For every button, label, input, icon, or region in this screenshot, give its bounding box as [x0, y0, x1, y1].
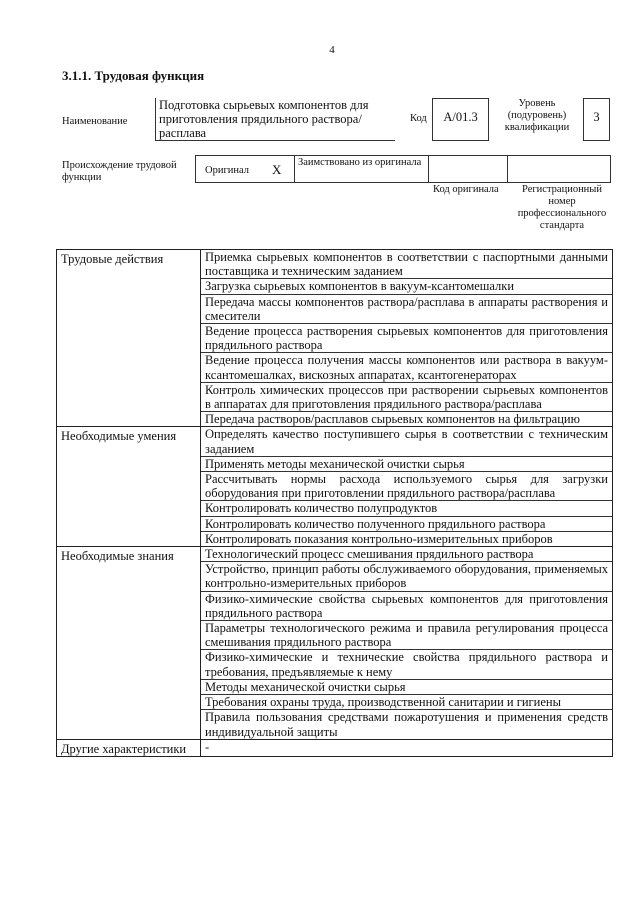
list-item: Ведение процесса растворения сырьевых компонентов для приготовления прядильного раствора [201, 324, 612, 353]
original-label: Оригинал [205, 165, 249, 176]
list-item: Контроль химических процессов при растворении сырьевых компонентов в аппаратах для приготовления прядильного раствора/расплава [201, 383, 612, 412]
row-items [201, 427, 613, 547]
list-item: Устройство, принцип работы обслуживаемого оборудования, применяемых контрольно-измерительных приборов [201, 562, 612, 591]
divider [294, 155, 295, 183]
list-item: Контролировать количество полупродуктов [201, 501, 612, 516]
borrowed-label: Заимствовано из оригинала [298, 157, 422, 168]
list-item: Передача растворов/расплавов сырьевых компонентов на фильтрацию [205, 412, 580, 427]
origin-label: Происхождение трудовой функции [62, 160, 177, 183]
list-item: Правила пользования средствами пожаротушения и применения средств индивидуальной защиты [205, 710, 608, 739]
table-row [57, 547, 613, 740]
row-items [201, 739, 613, 756]
row-category: Трудовые действия [57, 250, 201, 427]
divider [428, 155, 429, 183]
code-label: Код [410, 113, 427, 124]
list-item: Физико-химические и технические свойства прядильного раствора и требования, предъявляемые к нему [201, 650, 612, 679]
original-mark: X [272, 162, 282, 177]
list-item: Применять методы механической очистки сырья [201, 457, 612, 472]
function-name: Подготовка сырьевых компонентов для приготовления прядильного раствора/расплава [159, 98, 369, 140]
list-item: Передача массы компонентов раствора/расплава в аппараты растворения и смесители [201, 295, 612, 324]
list-item: Рассчитывать нормы расхода используемого сырья для загрузки оборудования при приготовлении прядильного раствора/расплава [201, 472, 612, 501]
level-label: Уровень (подуровень) квалификации [504, 98, 570, 133]
list-item: Загрузка сырьевых компонентов в вакуум-ксантомешалки [201, 279, 612, 294]
list-item: Контролировать количество полученного прядильного раствора [201, 517, 612, 532]
name-label: Наименование [62, 116, 128, 127]
page-number: 4 [329, 44, 335, 56]
list-item: Физико-химические свойства сырьевых компонентов для приготовления прядильного раствора [201, 592, 612, 621]
code-original-label: Код оригинала [433, 184, 499, 195]
list-item: Параметры технологического режима и правила регулирования процесса смешивания прядильного раствора [201, 621, 612, 650]
list-item: Методы механической очистки сырья [201, 680, 612, 695]
list-item: Ведение процесса получения массы компонентов или раствора в вакуум-ксантомешалках, вискозных аппаратах, ксантогенераторах [201, 353, 612, 382]
level-value: 3 [593, 110, 600, 124]
table-row [57, 427, 613, 547]
list-item: Приемка сырьевых компонентов в соответствии с паспортными данными поставщика и техническим заданием [201, 250, 612, 279]
section-title: 3.1.1. Трудовая функция [62, 68, 205, 83]
table-row [57, 739, 613, 756]
row-items [201, 250, 613, 427]
table-row [57, 250, 613, 427]
divider [610, 155, 611, 183]
list-item: - [205, 739, 210, 754]
reg-number-label: Регистрационный номер профессионального стандарта [517, 184, 607, 231]
divider [507, 155, 508, 183]
row-category: Необходимые знания [57, 547, 201, 740]
list-item: Технологический процесс смешивания прядильного раствора [201, 547, 612, 562]
code-value: А/01.3 [443, 110, 478, 124]
row-items [201, 547, 613, 740]
row-category: Необходимые умения [57, 427, 201, 547]
function-table [56, 249, 613, 757]
row-category: Другие характеристики [57, 739, 201, 756]
list-item: Контролировать показания контрольно-измерительных приборов [205, 531, 553, 546]
list-item: Определять качество поступившего сырья в соответствии с техническим заданием [201, 427, 612, 456]
list-item: Требования охраны труда, производственной санитарии и гигиены [201, 695, 612, 710]
divider [195, 155, 196, 183]
